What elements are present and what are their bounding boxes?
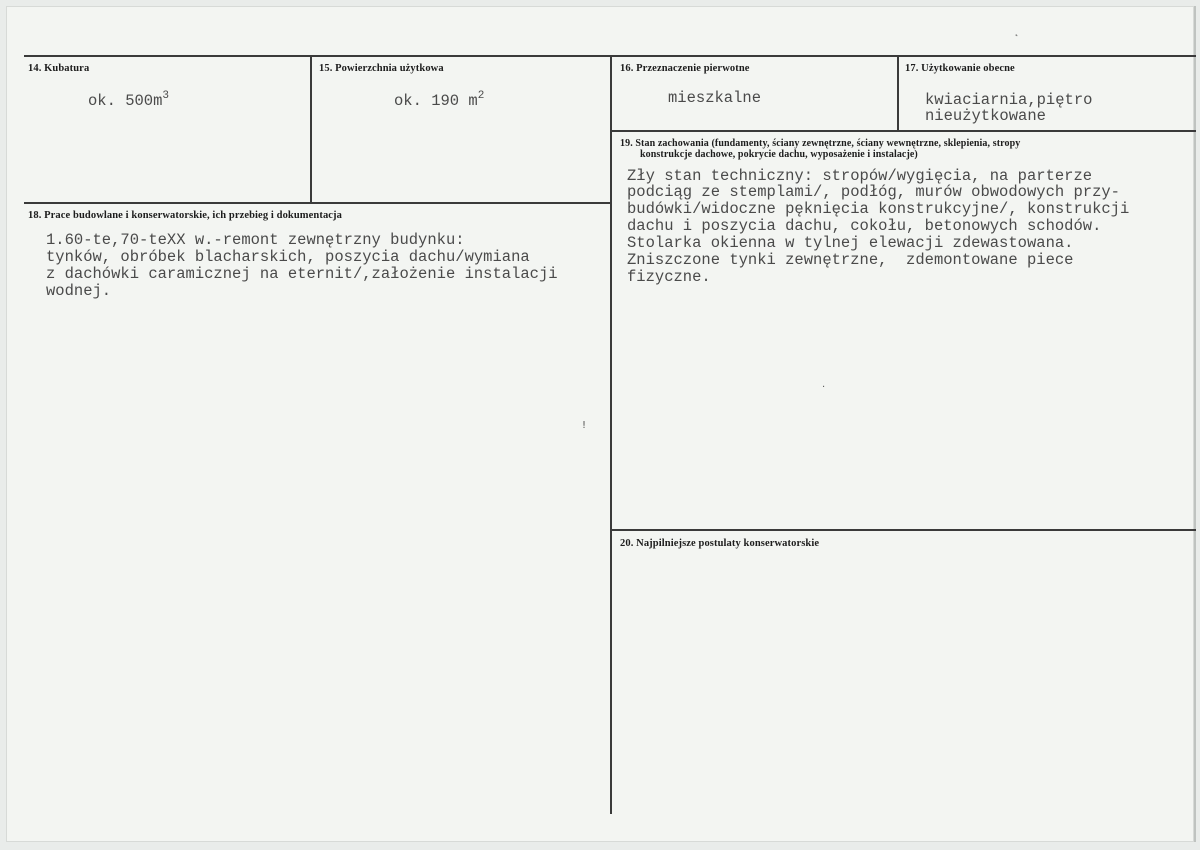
field-19-line-1: Zły stan techniczny: stropów/wygięcia, na parterze [627,167,1093,185]
field-18-line-2: tynków, obróbek blacharskich, poszycia dachu/wymiana [46,248,530,266]
row-line-14-18 [24,202,611,204]
row-line-19-20 [611,529,1196,531]
field-15-unit-exponent: 2 [477,90,485,102]
field-19-label-line-1: 19. Stan zachowania (fundamenty, ściany zewnętrzne, ściany wewnętrzne, sklepienia, stropy [620,138,1021,149]
field-19-line-4: dachu i poszycia dachu, cokołu, betonowych schodów. [627,217,1102,235]
field-19-label-line-2: konstrukcje dachowe, pokrycie dachu, wyposażenie i instalacje) [640,149,918,160]
field-14-unit-exponent: 3 [162,90,170,102]
field-15-value [394,88,484,110]
field-20-label: 20. Najpilniejsze postulaty konserwatorskie [620,538,820,549]
record-card [6,6,1196,842]
field-19-line-5: Stolarka okienna w tylnej elewacji zdewastowana. [627,234,1074,252]
divider-16-17 [897,56,899,130]
row-line-17-19 [611,130,1196,132]
field-14-value-text: ok. 500m [88,92,163,110]
field-19-line-6: Zniszczone tynki zewnętrzne, zdemontowane piece [627,251,1074,269]
field-16-label: 16. Przeznaczenie pierwotne [620,63,750,74]
field-19-line-7: fizyczne. [627,268,711,286]
field-18-label: 18. Prace budowlane i konserwatorskie, ich przebieg i dokumentacja [28,210,343,221]
field-17-line-2: nieużytkowane [925,107,1046,125]
paper-speck: ˛ [1014,26,1019,37]
field-14-label: 14. Kubatura [28,63,90,74]
field-18-line-1: 1.60-te,70-teXX w.-remont zewnętrzny budynku: [46,231,465,249]
field-18-line-3: z dachówki caramicznej na eternit/,założenie instalacji [46,265,558,283]
divider-14-15 [310,56,312,203]
field-16-value: mieszkalne [668,89,762,107]
field-14-value [88,88,169,110]
field-17-line-1: kwiaciarnia,piętro [925,91,1093,109]
field-19-line-2: podciąg ze stemplami/, podłóg, murów obwodowych przy- [627,183,1120,201]
paper-speck: ! [582,420,587,431]
paper-speck: · [822,382,826,393]
field-19-line-3: budówki/widoczne pęknięcia konstrukcyjne/, konstrukcji [627,200,1130,218]
field-15-value-text: ok. 190 m [394,92,478,110]
divider-left-right [610,56,612,814]
field-15-label: 15. Powierzchnia użytkowa [319,63,444,74]
field-18-line-4: wodnej. [46,282,112,300]
field-17-label: 17. Użytkowanie obecne [905,63,1015,74]
